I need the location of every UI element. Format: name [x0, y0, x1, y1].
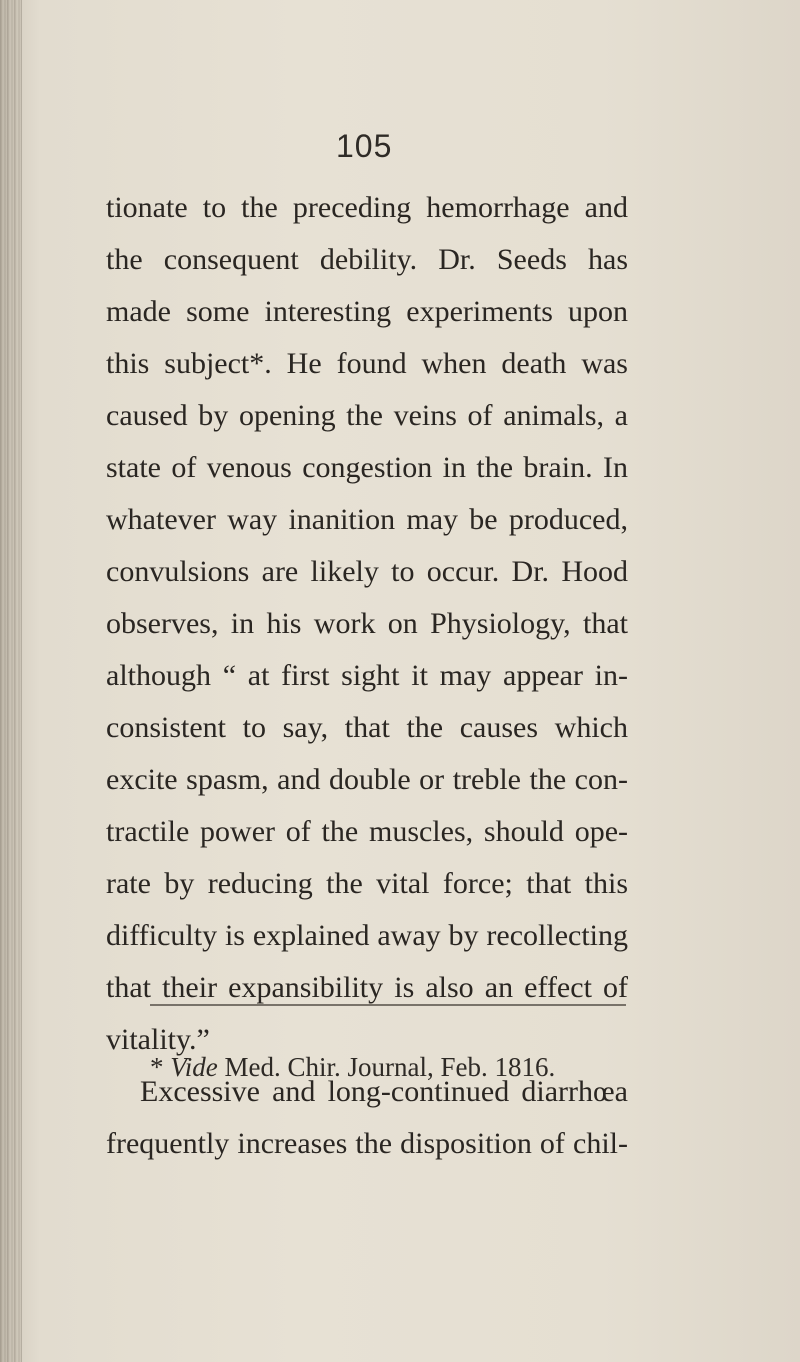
text-line: that their expansibility is also an effect of — [106, 971, 628, 1004]
footnote-italic: Vide — [170, 1052, 218, 1082]
text-line: the consequent debility. Dr. Seeds has — [106, 243, 628, 276]
text-line: state of venous congestion in the brain. In — [106, 451, 628, 484]
text-line: this subject*. He found when death was — [106, 347, 628, 380]
text-line: difficulty is explained away by recollecting — [106, 919, 628, 952]
text-line: caused by opening the veins of animals, a — [106, 399, 628, 432]
text-line: although “ at first sight it may appear in- — [106, 659, 628, 692]
text-line: tionate to the preceding hemorrhage and — [106, 191, 628, 224]
page-gutter — [0, 0, 22, 1362]
page-number: 105 — [336, 128, 393, 164]
footnote-rule — [150, 1004, 626, 1006]
text-line: consistent to say, that the causes which — [106, 711, 628, 744]
text-line: excite spasm, and double or treble the con- — [106, 763, 628, 796]
paragraph-start-line: Excessive and long-continued diarrhœa — [140, 1075, 628, 1108]
body-text — [106, 182, 628, 1170]
text-line: vitality.” — [106, 1023, 210, 1056]
text-line: rate by reducing the vital force; that this — [106, 867, 628, 900]
text-line: observes, in his work on Physiology, that — [106, 607, 628, 640]
text-line: convulsions are likely to occur. Dr. Hood — [106, 555, 628, 588]
text-line: frequently increases the disposition of chil- — [106, 1127, 628, 1160]
text-line: made some interesting experiments upon — [106, 295, 628, 328]
text-line: tractile power of the muscles, should ope- — [106, 815, 628, 848]
footnote: * Vide Med. Chir. Journal, Feb. 1816. — [150, 1052, 556, 1082]
text-line: whatever way inanition may be produced, — [106, 503, 628, 536]
